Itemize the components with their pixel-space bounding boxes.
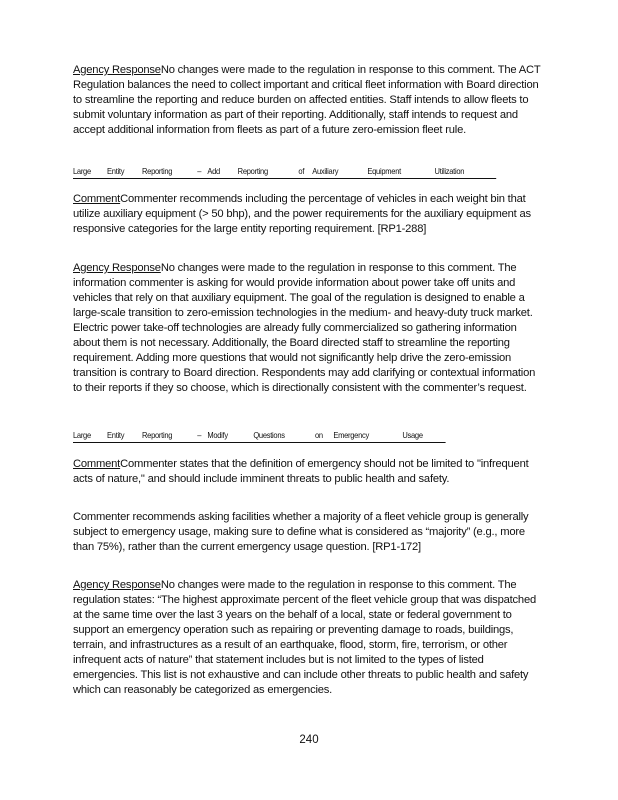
heading-word: Large (73, 167, 91, 176)
heading-word: Modify (207, 431, 228, 440)
agency-response-label: Agency Response (73, 64, 161, 76)
heading-word: Emergency (333, 431, 369, 440)
heading-word: on (314, 431, 323, 440)
agency-response-3 (73, 578, 545, 698)
heading-word: – (197, 167, 202, 176)
heading-word: Utilization (434, 167, 465, 176)
heading-word: Reporting (142, 167, 173, 176)
comment-2-continued (73, 510, 545, 555)
section-heading-auxiliary-equipment (73, 166, 496, 179)
agency-response-2 (73, 261, 545, 396)
comment-text: Commenter recommends including the percentage of vehicles in each weight bin that utilize auxiliary equipment (> 50 bhp), and the power requirements for the auxiliary equipment as responsive categories for the large entity reporting requirement. [RP1-288] (73, 193, 531, 235)
comment-label: Comment (73, 193, 121, 205)
heading-word: Reporting (237, 167, 268, 176)
heading-word: of (298, 167, 305, 176)
section-heading-emergency-usage (73, 430, 446, 443)
comment-label: Comment (73, 458, 121, 470)
agency-response-text: No changes were made to the regulation in response to this comment. The ACT Regulation balances the need to collect important and critical fleet information with Board direction to streamline the reporting and reduce burden on affected entities. Staff intends to allow fleets to submit voluntary information as part of their reporting. Additionally, staff intends to request and accept additional information from fleets as part of a future zero-emission fleet rule. (73, 64, 541, 136)
heading-word: Entity (107, 167, 125, 176)
heading-word: Auxiliary (312, 167, 339, 176)
heading-word: Equipment (367, 167, 401, 176)
heading-word: Add (207, 167, 220, 176)
agency-response-label: Agency Response (73, 579, 161, 591)
heading-word: Usage (402, 431, 423, 440)
comment-2 (73, 457, 545, 487)
comment-1 (73, 192, 545, 237)
page-number: 240 (299, 734, 319, 746)
agency-response-label: Agency Response (73, 262, 161, 274)
agency-response-1 (73, 63, 545, 138)
heading-word: – (197, 431, 202, 440)
heading-word: Large (73, 431, 91, 440)
heading-word: Reporting (142, 431, 173, 440)
agency-response-text: No changes were made to the regulation in response to this comment. The regulation states: “The highest approximate percent of the fleet vehicle group that was dispatched at the same time over the last 3 years on the behalf of a local, state or federal government to support an emergency operation such as repairing or preventing damage to roads, buildings, terrain, and infrastructures as a result of an earthquake, flood, storm, fire, terrorism, or other infrequent acts of nature” that statement includes but is not limited to the types of listed emergencies. This list is not exhaustive and can include other threats to public health and safety which can reasonably be categorized as emergencies. (73, 579, 536, 696)
heading-word: Entity (107, 431, 125, 440)
heading-word: Questions (253, 431, 285, 440)
agency-response-text: No changes were made to the regulation in response to this comment. The information commenter is asking for would provide information about power take off units and vehicles that rely on that auxiliary equipment. The goal of the regulation is designed to enable a large-scale transition to zero-emission technologies in the medium- and heavy-duty truck market. Electric power take-off technologies are already fully commercialized so gathering information about them is not necessary. Additionally, the Board directed staff to streamline the reporting requirement. Adding more questions that would not significantly help drive the zero-emission transition is contrary to Board direction. Respondents may add clarifying or contextual information to their reports if they so choose, which is directionally consistent with the commenter’s request. (73, 262, 536, 394)
comment-text: Commenter recommends asking facilities whether a majority of a fleet vehicle group is generally subject to emergency usage, making sure to define what is considered as “majority” (e.g., more than 75%), rather than the current emergency usage question. [RP1-172] (73, 511, 529, 553)
comment-text: Commenter states that the definition of emergency should not be limited to "infrequent acts of nature," and should include imminent threats to public health and safety. (73, 458, 529, 485)
